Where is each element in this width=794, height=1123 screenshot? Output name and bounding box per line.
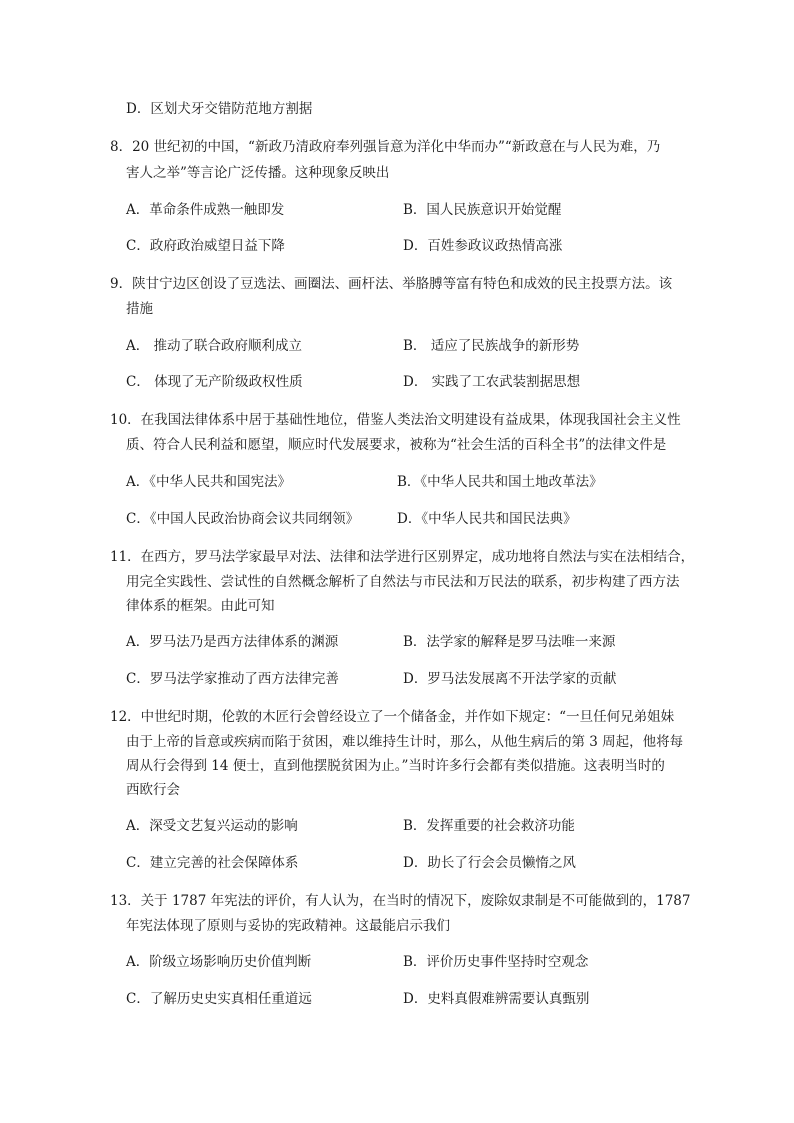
- q9-option-b: B． 适应了民族战争的新形势: [403, 338, 580, 354]
- q10-option-d: D．《中华人民共和国民法典》: [397, 511, 577, 527]
- q13-option-d: D．史料真假难辨需要认真甄别: [403, 991, 590, 1007]
- q10-option-b: B．《中华人民共和国土地改革法》: [397, 474, 603, 490]
- q12-stem-line-4: 西欧行会: [126, 782, 180, 798]
- q13-option-b: B．评价历史事件坚持时空观念: [403, 954, 589, 970]
- q12-option-b: B．发挥重要的社会救济功能: [403, 818, 575, 834]
- q11-option-d: D．罗马法发展离不开法学家的贡献: [403, 671, 617, 687]
- q12-option-d: D．助长了行会会员懒惰之风: [403, 855, 576, 871]
- q13-option-a: A．阶级立场影响历史价值判断: [126, 954, 312, 970]
- q13-stem-line-2: 年宪法体现了原则与妥协的宪政精神。这最能启示我们: [126, 918, 450, 934]
- q12-stem-line-1: 12．中世纪时期，伦敦的木匠行会曾经设立了一个储备金，并作如下规定：“一旦任何兄弟姐妹: [110, 709, 675, 725]
- q12-stem-line-3: 周从行会得到 14 便士，直到他摆脱贫困为止。”当时许多行会都有类似措施。这表明当时的: [126, 758, 665, 774]
- q9-option-a: A． 推动了联合政府顺利成立: [126, 338, 303, 354]
- q11-option-c: C．罗马法学家推动了西方法律完善: [126, 671, 339, 687]
- q8-option-b: B．国人民族意识开始觉醒: [403, 202, 562, 218]
- q11-stem-line-3: 律体系的框架。由此可知: [126, 598, 275, 614]
- q8-option-a: A．革命条件成熟一触即发: [126, 202, 285, 218]
- q8-option-c: C．政府政治威望日益下降: [126, 238, 285, 254]
- q13-stem-line-1: 13．关于 1787 年宪法的评价，有人认为，在当时的情况下，废除奴隶制是不可能做到的，1787: [110, 893, 691, 909]
- q10-stem-line-1: 10．在我国法律体系中居于基础性地位，借鉴人类法治文明建设有益成果，体现我国社会主义性: [110, 412, 681, 428]
- q10-stem-line-2: 质、符合人民利益和愿望，顺应时代发展要求，被称为“社会生活的百科全书”的法律文件是: [126, 437, 667, 453]
- q10-option-a: A．《中华人民共和国宪法》: [126, 474, 291, 490]
- q9-stem-line-2: 措施: [126, 301, 153, 317]
- q8-option-d: D．百姓参政议政热情高涨: [403, 238, 563, 254]
- q7-option-d: D．区划犬牙交错防范地方割据: [126, 101, 313, 117]
- q9-option-c: C． 体现了无产阶级政权性质: [126, 374, 303, 390]
- q11-option-b: B．法学家的解释是罗马法唯一来源: [403, 634, 616, 650]
- q11-stem-line-2: 用完全实践性、尝试性的自然概念解析了自然法与市民法和万民法的联系，初步构建了西方法: [126, 574, 680, 590]
- q12-option-a: A．深受文艺复兴运动的影响: [126, 818, 298, 834]
- q8-stem-line-1: 8．20 世纪初的中国，“新政乃清政府奉列强旨意为洋化中华而办”“新政意在与人民为难，乃: [110, 139, 661, 155]
- q9-option-d: D． 实践了工农武装割据思想: [403, 374, 581, 390]
- q10-option-c: C．《中国人民政治协商会议共同纲领》: [126, 511, 360, 527]
- q9-stem-line-1: 9．陕甘宁边区创设了豆选法、画圈法、画杆法、举胳膊等富有特色和成效的民主投票方法。该: [110, 276, 673, 292]
- q11-stem-line-1: 11．在西方，罗马法学家最早对法、法律和法学进行区别界定，成功地将自然法与实在法相结合，: [110, 549, 695, 565]
- q12-option-c: C．建立完善的社会保障体系: [126, 855, 299, 871]
- q13-option-c: C．了解历史史实真相任重道远: [126, 991, 312, 1007]
- q11-option-a: A．罗马法乃是西方法律体系的渊源: [126, 634, 339, 650]
- q8-stem-line-2: 害人之举”等言论广泛传播。这种现象反映出: [126, 165, 390, 181]
- q12-stem-line-2: 由于上帝的旨意或疾病而陷于贫困，难以维持生计时，那么，从他生病后的第 3 周起，他将每: [126, 734, 684, 750]
